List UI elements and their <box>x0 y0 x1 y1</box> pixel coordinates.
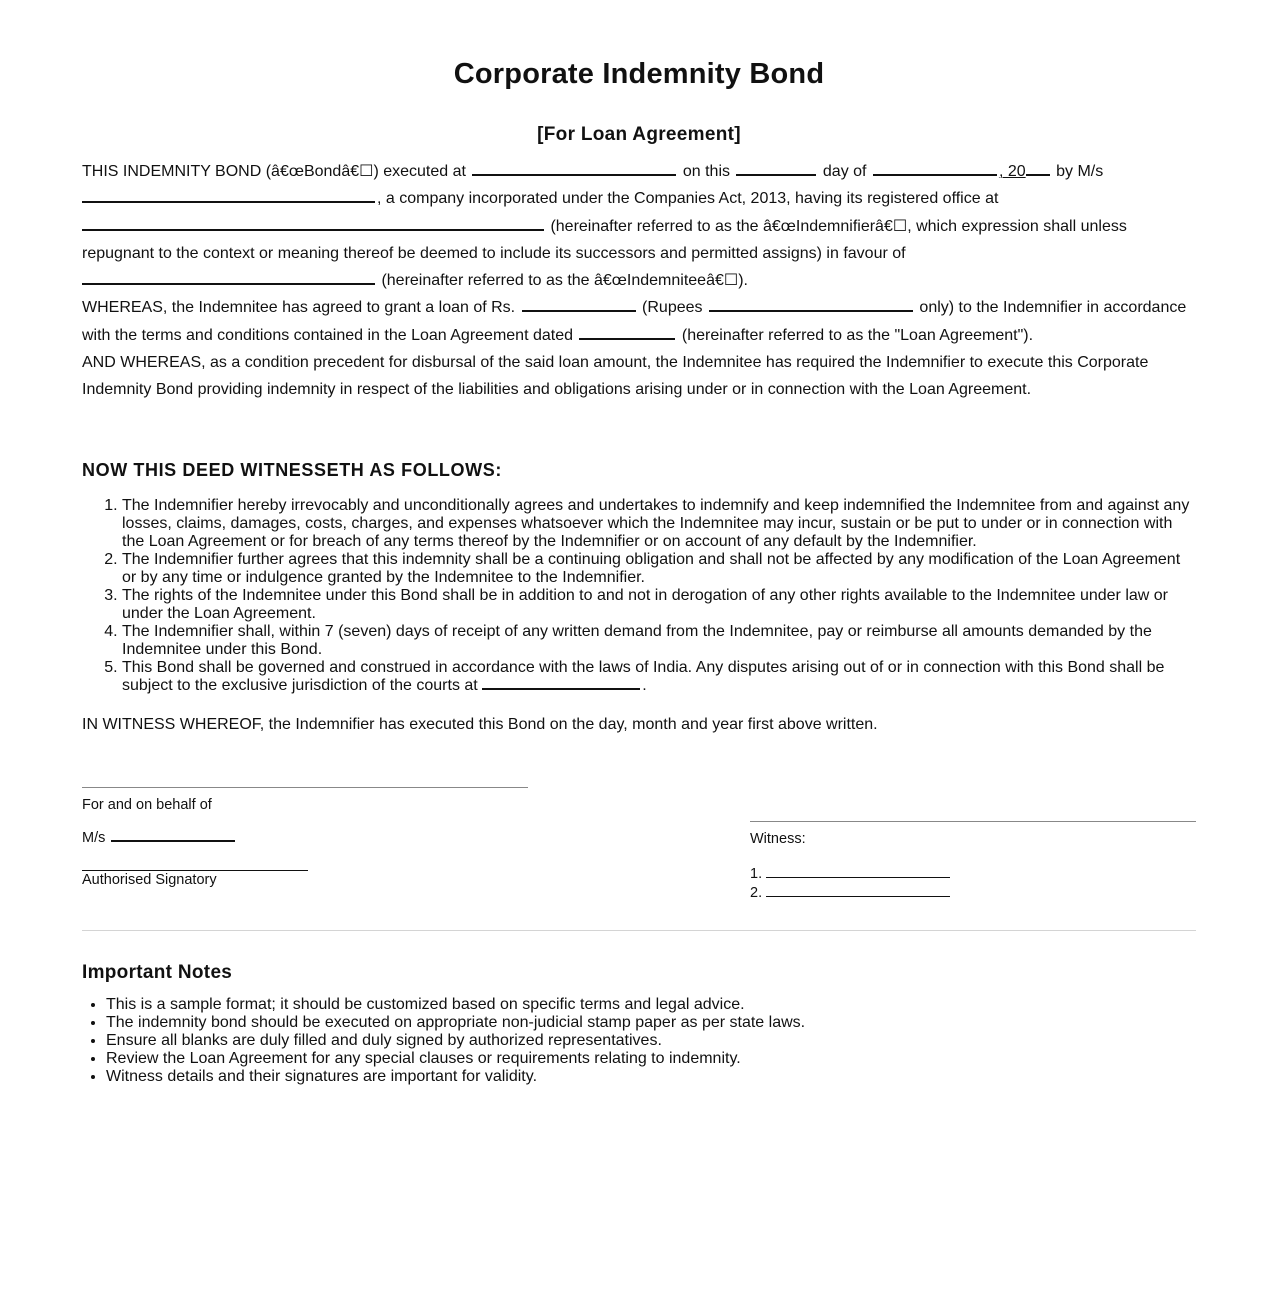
list-item <box>122 659 1196 695</box>
intro-paragraph <box>82 158 1196 294</box>
notes-heading: Important Notes <box>82 962 233 983</box>
whereas-text-2: (Rupees <box>642 299 703 317</box>
whereas-text-4: (hereinafter referred to as the "Loan Agreement"). <box>681 326 1034 344</box>
authorised-signature-line[interactable] <box>82 870 308 871</box>
witness-block <box>750 821 1196 902</box>
list-item: • The indemnity bond should be executed on appropriate non-judicial stamp paper as per state laws. <box>106 1014 805 1032</box>
intro-text-7: (hereinafter referred to as the â€œIndemniteeâ€☐). <box>381 272 748 290</box>
indemnitee-name-blank[interactable] <box>82 282 375 285</box>
intro-text-3: day of <box>822 163 867 180</box>
witness-label: Witness: <box>750 831 806 847</box>
document-subtitle: [For Loan Agreement] <box>537 124 741 145</box>
list-item: 4. The Indemnifier shall, within 7 (seven) days of receipt of any written demand from the Indemnitee, pay or reimburse all amounts demanded by the Indemnitee under this Bond. <box>122 623 1196 659</box>
intro-text-1: THIS INDEMNITY BOND (â€œBondâ€☐) executed at <box>82 163 466 180</box>
intro-text-4: by M/s <box>1056 163 1104 180</box>
authorised-signatory-label: Authorised Signatory <box>82 872 217 888</box>
section-divider <box>82 930 1196 931</box>
witness-row-1 <box>750 864 1196 883</box>
witness-2-blank[interactable] <box>766 883 950 897</box>
registered-office-blank[interactable] <box>82 228 544 231</box>
list-item: 3. The rights of the Indemnitee under this Bond shall be in addition to and not in derogation of any other rights available to the Indemnitee under law or under the Loan Agreement. <box>122 587 1196 623</box>
and-whereas-paragraph: AND WHEREAS, as a condition precedent for disbursal of the said loan amount, the Indemnitee has required the Indemnifier to execute this Corporate Indemnity Bond providing indemnity in respect of the liabilities and obligations arising under or in connection with the Loan Agreement. <box>82 354 1149 399</box>
loan-amount-blank[interactable] <box>522 309 636 312</box>
intro-text-6: (hereinafter referred to as the â€œIndemnifierâ€☐, which expression shall unless repugnant to the context or meaning thereof be deemed to include its successors and permitted assigns) in favour of <box>82 217 1127 262</box>
witness-signature-line[interactable] <box>750 821 1196 822</box>
notes-list <box>82 996 805 1086</box>
month-blank[interactable] <box>873 173 997 176</box>
deed-clauses-list <box>82 497 1196 695</box>
list-item: • Ensure all blanks are duly filled and duly signed by authorized representatives. <box>106 1032 805 1050</box>
behalf-label: For and on behalf of <box>82 797 212 813</box>
clause-5-text: This Bond shall be governed and construed in accordance with the laws of India. Any disputes arising out of or in connection with this Bond shall be subject to the exclusive jurisdiction of the courts at <box>122 659 1165 694</box>
list-item: • Witness details and their signatures are important for validity. <box>106 1068 805 1086</box>
witness-1-number: 1. <box>750 866 763 882</box>
date-day-blank[interactable] <box>736 173 816 176</box>
place-blank[interactable] <box>472 173 676 176</box>
deed-heading: NOW THIS DEED WITNESSETH AS FOLLOWS: <box>82 460 502 480</box>
intro-section <box>82 158 1196 404</box>
witness-1-blank[interactable] <box>766 864 950 878</box>
whereas-text-3: only) to the Indemnifier in accordance with the terms and conditions contained in the Loan Agreement dated <box>82 299 1187 344</box>
signature-line[interactable] <box>82 787 528 788</box>
indemnifier-name-blank[interactable] <box>82 200 375 203</box>
document-title: Corporate Indemnity Bond <box>453 58 825 90</box>
intro-text-5: , a company incorporated under the Companies Act, 2013, having its registered office at <box>377 190 999 208</box>
signatory-block <box>82 787 528 888</box>
list-item: • This is a sample format; it should be customized based on specific terms and legal advice. <box>106 996 805 1014</box>
year-prefix: , 20 <box>998 163 1026 180</box>
list-item: 2. The Indemnifier further agrees that this indemnity shall be a continuing obligation and shall not be affected by any modification of the Loan Agreement or by any time or indulgence granted by the Indemnitee to the Indemnifier. <box>122 551 1196 587</box>
jurisdiction-blank[interactable] <box>482 687 640 690</box>
ms-row <box>82 830 528 846</box>
company-name-blank[interactable] <box>111 839 235 842</box>
clause-5-end: . <box>642 677 647 694</box>
whereas-paragraph <box>82 294 1196 349</box>
loan-amount-words-blank[interactable] <box>709 309 913 312</box>
agreement-date-blank[interactable] <box>579 337 675 340</box>
witness-statement: IN WITNESS WHEREOF, the Indemnifier has executed this Bond on the day, month and year first above written. <box>82 716 878 733</box>
list-item: 1. The Indemnifier hereby irrevocably and unconditionally agrees and undertakes to indemnify and keep indemnified the Indemnitee from and against any losses, claims, damages, costs, charges, and expenses whatsoever which the Indemnitee may incur, sustain or be put to under or in connection with the Loan Agreement or for breach of any terms thereof by the Indemnifier or on account of any default by the Indemnifier. <box>122 497 1196 551</box>
ms-label: M/s <box>82 830 106 846</box>
intro-text-2: on this <box>682 163 730 180</box>
list-item: • Review the Loan Agreement for any special clauses or requirements relating to indemnity. <box>106 1050 805 1068</box>
witness-2-number: 2. <box>750 885 763 901</box>
witness-row-2 <box>750 883 1196 902</box>
year-blank[interactable] <box>1026 173 1050 176</box>
whereas-text-1: WHEREAS, the Indemnitee has agreed to grant a loan of Rs. <box>82 299 516 317</box>
